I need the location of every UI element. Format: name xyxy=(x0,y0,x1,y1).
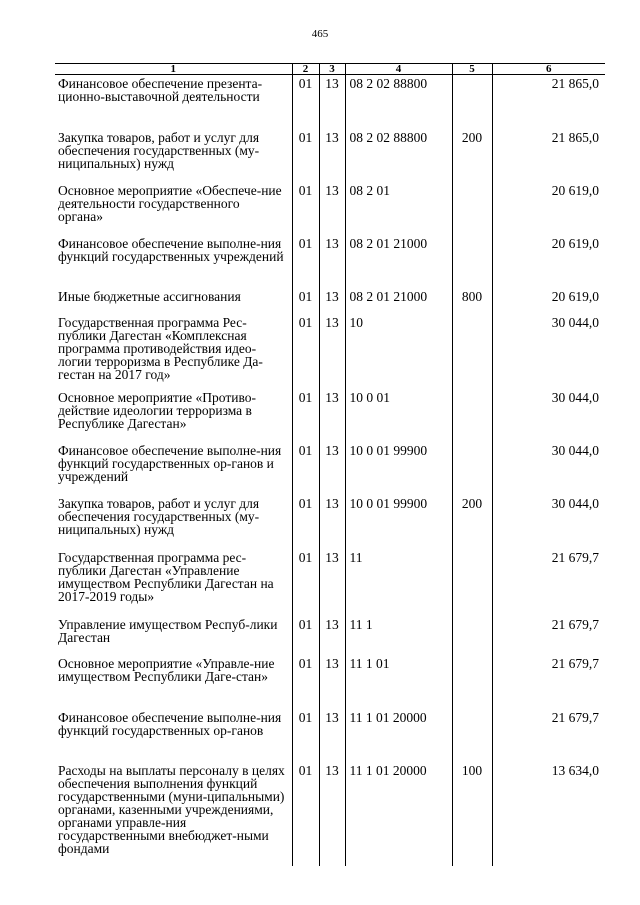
cell-c6: 21 679,7 xyxy=(492,549,605,616)
cell-c3: 13 xyxy=(319,709,345,762)
table-row xyxy=(55,655,605,709)
header-col-5: 5 xyxy=(452,64,492,75)
cell-c5 xyxy=(452,75,492,129)
cell-c2: 01 xyxy=(292,655,319,709)
table-row xyxy=(55,314,605,389)
cell-name: Расходы на выплаты персоналу в целях обеспечения выполнения функций государственными (муни-ципальными) органами, казенными учреждениями, органами управле-ния государственными внебюджет-ными фондами xyxy=(55,762,292,866)
cell-c6: 21 679,7 xyxy=(492,709,605,762)
table-row xyxy=(55,389,605,442)
cell-c2: 01 xyxy=(292,442,319,495)
cell-c5 xyxy=(452,616,492,655)
table-row xyxy=(55,616,605,655)
cell-name: Основное мероприятие «Управле-ние имуществом Республики Даге-стан» xyxy=(55,655,292,709)
table-row xyxy=(55,549,605,616)
cell-c6: 21 865,0 xyxy=(492,75,605,129)
cell-c6: 30 044,0 xyxy=(492,389,605,442)
cell-c6: 21 865,0 xyxy=(492,129,605,182)
cell-c6: 30 044,0 xyxy=(492,495,605,549)
cell-c3: 13 xyxy=(319,235,345,288)
header-col-6: 6 xyxy=(492,64,605,75)
cell-c6: 30 044,0 xyxy=(492,314,605,389)
cell-c5 xyxy=(452,314,492,389)
cell-c4: 10 0 01 99900 xyxy=(345,442,452,495)
cell-c5: 100 xyxy=(452,762,492,866)
cell-name: Финансовое обеспечение выполне-ния функций государственных ор-ганов xyxy=(55,709,292,762)
cell-name: Государственная программа рес-публики Дагестан «Управление имуществом Республики Дагестан на 2017-2019 годы» xyxy=(55,549,292,616)
cell-c4: 08 2 02 88800 xyxy=(345,129,452,182)
cell-name: Закупка товаров, работ и услуг для обеспечения государственных (му-ниципальных) нужд xyxy=(55,129,292,182)
cell-c2: 01 xyxy=(292,549,319,616)
cell-name: Иные бюджетные ассигнования xyxy=(55,288,292,314)
cell-c5 xyxy=(452,182,492,235)
cell-c2: 01 xyxy=(292,288,319,314)
cell-name: Основное мероприятие «Обеспече-ние деятельности государственного органа» xyxy=(55,182,292,235)
table-row xyxy=(55,442,605,495)
cell-c4: 10 0 01 xyxy=(345,389,452,442)
cell-c2: 01 xyxy=(292,762,319,866)
cell-c3: 13 xyxy=(319,288,345,314)
cell-c4: 08 2 01 21000 xyxy=(345,288,452,314)
cell-c4: 11 1 01 20000 xyxy=(345,709,452,762)
table-row xyxy=(55,182,605,235)
cell-c6: 20 619,0 xyxy=(492,235,605,288)
cell-c5 xyxy=(452,442,492,495)
header-row xyxy=(55,64,605,75)
page-number: 465 xyxy=(311,28,329,40)
cell-c6: 21 679,7 xyxy=(492,655,605,709)
cell-c3: 13 xyxy=(319,129,345,182)
table-row xyxy=(55,129,605,182)
cell-c2: 01 xyxy=(292,182,319,235)
cell-name: Закупка товаров, работ и услуг для обеспечения государственных (му-ниципальных) нужд xyxy=(55,495,292,549)
cell-c3: 13 xyxy=(319,616,345,655)
table-row xyxy=(55,495,605,549)
cell-name: Основное мероприятие «Противо-действие идеологии терроризма в Республике Дагестан» xyxy=(55,389,292,442)
cell-c3: 13 xyxy=(319,182,345,235)
cell-c6: 13 634,0 xyxy=(492,762,605,866)
header-col-3: 3 xyxy=(319,64,345,75)
cell-c5 xyxy=(452,709,492,762)
cell-name: Финансовое обеспечение выполне-ния функций государственных учреждений xyxy=(55,235,292,288)
cell-name: Финансовое обеспечение выполне-ния функций государственных ор-ганов и учреждений xyxy=(55,442,292,495)
cell-c3: 13 xyxy=(319,442,345,495)
cell-c4: 10 xyxy=(345,314,452,389)
table-row xyxy=(55,762,605,866)
cell-c5 xyxy=(452,235,492,288)
cell-c5 xyxy=(452,549,492,616)
cell-c4: 10 0 01 99900 xyxy=(345,495,452,549)
budget-table xyxy=(55,63,605,866)
cell-name: Управление имуществом Респуб-лики Дагестан xyxy=(55,616,292,655)
cell-c2: 01 xyxy=(292,616,319,655)
cell-c5: 200 xyxy=(452,129,492,182)
cell-c4: 11 1 xyxy=(345,616,452,655)
cell-c3: 13 xyxy=(319,655,345,709)
cell-c3: 13 xyxy=(319,389,345,442)
table-row xyxy=(55,288,605,314)
cell-name: Государственная программа Рес-публики Дагестан «Комплексная программа противодействия идео-логии терроризма в Республике Да-гестан на 2017 год» xyxy=(55,314,292,389)
cell-c4: 11 1 01 xyxy=(345,655,452,709)
cell-c5: 200 xyxy=(452,495,492,549)
cell-c3: 13 xyxy=(319,314,345,389)
cell-c2: 01 xyxy=(292,235,319,288)
cell-c3: 13 xyxy=(319,549,345,616)
table-row xyxy=(55,709,605,762)
cell-name: Финансовое обеспечение презента-ционно-выставочной деятельности xyxy=(55,75,292,129)
cell-c2: 01 xyxy=(292,495,319,549)
table-body xyxy=(55,75,605,866)
header-col-2: 2 xyxy=(292,64,319,75)
cell-c3: 13 xyxy=(319,762,345,866)
cell-c3: 13 xyxy=(319,75,345,129)
cell-c5: 800 xyxy=(452,288,492,314)
cell-c2: 01 xyxy=(292,389,319,442)
cell-c4: 08 2 01 21000 xyxy=(345,235,452,288)
header-col-1: 1 xyxy=(55,64,292,75)
cell-c2: 01 xyxy=(292,314,319,389)
cell-c4: 11 xyxy=(345,549,452,616)
cell-c4: 08 2 01 xyxy=(345,182,452,235)
cell-c2: 01 xyxy=(292,75,319,129)
cell-c2: 01 xyxy=(292,129,319,182)
cell-c4: 08 2 02 88800 xyxy=(345,75,452,129)
cell-c6: 20 619,0 xyxy=(492,288,605,314)
cell-c3: 13 xyxy=(319,495,345,549)
header-col-4: 4 xyxy=(345,64,452,75)
table-row xyxy=(55,235,605,288)
cell-c4: 11 1 01 20000 xyxy=(345,762,452,866)
cell-c6: 21 679,7 xyxy=(492,616,605,655)
cell-c5 xyxy=(452,389,492,442)
cell-c6: 30 044,0 xyxy=(492,442,605,495)
cell-c6: 20 619,0 xyxy=(492,182,605,235)
table-row xyxy=(55,75,605,129)
cell-c5 xyxy=(452,655,492,709)
cell-c2: 01 xyxy=(292,709,319,762)
